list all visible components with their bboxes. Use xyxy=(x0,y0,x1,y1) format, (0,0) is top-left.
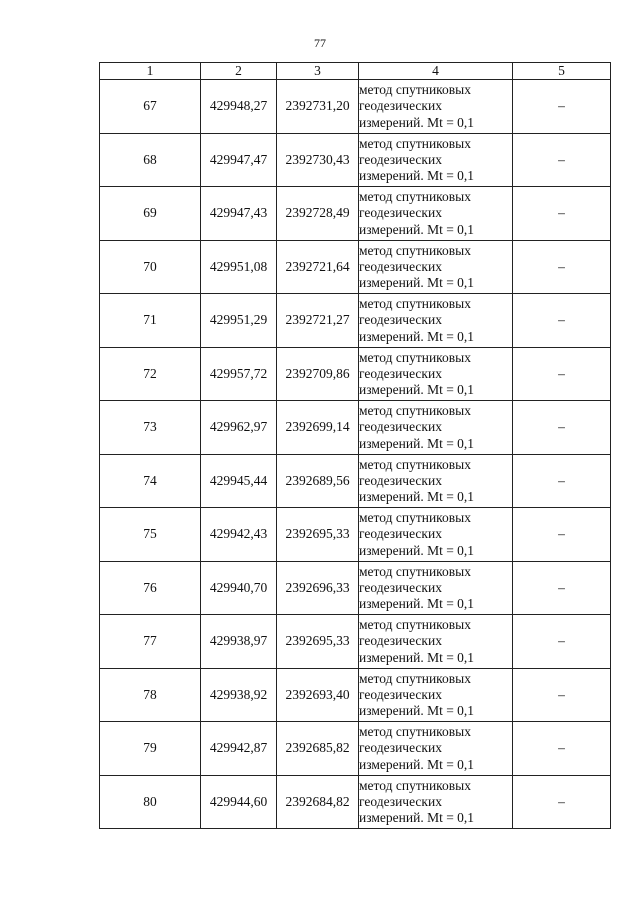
point-number-cell: 73 xyxy=(100,401,201,455)
method-line-3: измерений. Mt = 0,1 xyxy=(359,489,475,505)
x-coordinate-cell: 429940,70 xyxy=(201,561,277,615)
column-header-5: 5 xyxy=(513,63,611,80)
method-line-1: метод спутниковых xyxy=(359,242,471,258)
method-line-1: метод спутниковых xyxy=(359,82,471,98)
method-line-2: геодезических xyxy=(359,686,442,702)
method-line-3: измерений. Mt = 0,1 xyxy=(359,168,475,184)
x-coordinate-cell: 429957,72 xyxy=(201,347,277,401)
method-cell xyxy=(359,454,513,508)
y-coordinate-cell: 2392684,82 xyxy=(277,775,359,829)
x-coordinate-cell: 429947,43 xyxy=(201,187,277,241)
method-cell xyxy=(359,187,513,241)
method-line-2: геодезических xyxy=(359,419,442,435)
method-line-2: геодезических xyxy=(359,633,442,649)
x-coordinate-cell: 429962,97 xyxy=(201,401,277,455)
table-row xyxy=(100,615,611,669)
method-line-2: геодезических xyxy=(359,258,442,274)
method-line-3: измерений. Mt = 0,1 xyxy=(359,756,475,772)
method-line-3: измерений. Mt = 0,1 xyxy=(359,114,475,130)
table-row xyxy=(100,401,611,455)
method-line-1: метод спутниковых xyxy=(359,617,471,633)
y-coordinate-cell: 2392696,33 xyxy=(277,561,359,615)
method-cell xyxy=(359,508,513,562)
method-cell xyxy=(359,347,513,401)
note-cell: – xyxy=(513,80,611,134)
method-line-2: геодезических xyxy=(359,793,442,809)
y-coordinate-cell: 2392731,20 xyxy=(277,80,359,134)
point-number-cell: 72 xyxy=(100,347,201,401)
table-header-row xyxy=(100,63,611,80)
table-body xyxy=(100,80,611,829)
x-coordinate-cell: 429951,08 xyxy=(201,240,277,294)
point-number-cell: 68 xyxy=(100,133,201,187)
x-coordinate-cell: 429944,60 xyxy=(201,775,277,829)
column-header-3: 3 xyxy=(277,63,359,80)
x-coordinate-cell: 429938,92 xyxy=(201,668,277,722)
method-line-2: геодезических xyxy=(359,526,442,542)
y-coordinate-cell: 2392685,82 xyxy=(277,722,359,776)
note-cell: – xyxy=(513,615,611,669)
table-row xyxy=(100,775,611,829)
method-line-3: измерений. Mt = 0,1 xyxy=(359,328,475,344)
note-cell: – xyxy=(513,775,611,829)
column-header-1: 1 xyxy=(100,63,201,80)
method-line-3: измерений. Mt = 0,1 xyxy=(359,275,475,291)
point-number-cell: 79 xyxy=(100,722,201,776)
point-number-cell: 80 xyxy=(100,775,201,829)
method-cell xyxy=(359,722,513,776)
method-line-3: измерений. Mt = 0,1 xyxy=(359,542,475,558)
y-coordinate-cell: 2392709,86 xyxy=(277,347,359,401)
y-coordinate-cell: 2392699,14 xyxy=(277,401,359,455)
method-line-1: метод спутниковых xyxy=(359,777,471,793)
method-cell xyxy=(359,133,513,187)
method-cell xyxy=(359,775,513,829)
point-number-cell: 76 xyxy=(100,561,201,615)
method-line-3: измерений. Mt = 0,1 xyxy=(359,649,475,665)
method-line-3: измерений. Mt = 0,1 xyxy=(359,382,475,398)
table-row xyxy=(100,668,611,722)
method-cell xyxy=(359,561,513,615)
table-row xyxy=(100,454,611,508)
table-row xyxy=(100,561,611,615)
method-line-3: измерений. Mt = 0,1 xyxy=(359,435,475,451)
point-number-cell: 69 xyxy=(100,187,201,241)
y-coordinate-cell: 2392689,56 xyxy=(277,454,359,508)
y-coordinate-cell: 2392695,33 xyxy=(277,508,359,562)
y-coordinate-cell: 2392730,43 xyxy=(277,133,359,187)
method-line-1: метод спутниковых xyxy=(359,510,471,526)
x-coordinate-cell: 429942,43 xyxy=(201,508,277,562)
method-line-2: геодезических xyxy=(359,312,442,328)
table-row xyxy=(100,508,611,562)
method-line-3: измерений. Mt = 0,1 xyxy=(359,596,475,612)
method-line-1: метод спутниковых xyxy=(359,403,471,419)
x-coordinate-cell: 429942,87 xyxy=(201,722,277,776)
method-cell xyxy=(359,401,513,455)
table-row xyxy=(100,240,611,294)
x-coordinate-cell: 429947,47 xyxy=(201,133,277,187)
method-line-1: метод спутниковых xyxy=(359,296,471,312)
method-line-2: геодезических xyxy=(359,151,442,167)
method-cell xyxy=(359,668,513,722)
note-cell: – xyxy=(513,133,611,187)
method-cell xyxy=(359,80,513,134)
method-cell xyxy=(359,615,513,669)
note-cell: – xyxy=(513,668,611,722)
x-coordinate-cell: 429951,29 xyxy=(201,294,277,348)
note-cell: – xyxy=(513,187,611,241)
method-line-3: измерений. Mt = 0,1 xyxy=(359,221,475,237)
x-coordinate-cell: 429948,27 xyxy=(201,80,277,134)
note-cell: – xyxy=(513,347,611,401)
note-cell: – xyxy=(513,561,611,615)
note-cell: – xyxy=(513,240,611,294)
y-coordinate-cell: 2392695,33 xyxy=(277,615,359,669)
point-number-cell: 67 xyxy=(100,80,201,134)
method-line-1: метод спутниковых xyxy=(359,349,471,365)
note-cell: – xyxy=(513,401,611,455)
y-coordinate-cell: 2392721,64 xyxy=(277,240,359,294)
point-number-cell: 77 xyxy=(100,615,201,669)
coordinates-table xyxy=(99,62,611,829)
table-row xyxy=(100,347,611,401)
method-line-1: метод спутниковых xyxy=(359,670,471,686)
y-coordinate-cell: 2392693,40 xyxy=(277,668,359,722)
table-row xyxy=(100,722,611,776)
x-coordinate-cell: 429938,97 xyxy=(201,615,277,669)
table-row xyxy=(100,294,611,348)
point-number-cell: 71 xyxy=(100,294,201,348)
note-cell: – xyxy=(513,294,611,348)
column-header-2: 2 xyxy=(201,63,277,80)
note-cell: – xyxy=(513,508,611,562)
method-line-3: измерений. Mt = 0,1 xyxy=(359,703,475,719)
note-cell: – xyxy=(513,454,611,508)
point-number-cell: 74 xyxy=(100,454,201,508)
note-cell: – xyxy=(513,722,611,776)
table-row xyxy=(100,133,611,187)
table-row xyxy=(100,187,611,241)
method-line-1: метод спутниковых xyxy=(359,135,471,151)
column-header-4: 4 xyxy=(359,63,513,80)
method-line-2: геодезических xyxy=(359,205,442,221)
point-number-cell: 75 xyxy=(100,508,201,562)
method-line-2: геодезических xyxy=(359,740,442,756)
page-number: 77 xyxy=(314,36,326,50)
method-line-1: метод спутниковых xyxy=(359,456,471,472)
method-line-1: метод спутниковых xyxy=(359,563,471,579)
method-line-1: метод спутниковых xyxy=(359,189,471,205)
method-cell xyxy=(359,240,513,294)
point-number-cell: 70 xyxy=(100,240,201,294)
point-number-cell: 78 xyxy=(100,668,201,722)
method-line-2: геодезических xyxy=(359,365,442,381)
method-cell xyxy=(359,294,513,348)
method-line-3: измерений. Mt = 0,1 xyxy=(359,810,475,826)
y-coordinate-cell: 2392728,49 xyxy=(277,187,359,241)
y-coordinate-cell: 2392721,27 xyxy=(277,294,359,348)
method-line-1: метод спутниковых xyxy=(359,724,471,740)
method-line-2: геодезических xyxy=(359,98,442,114)
table-row xyxy=(100,80,611,134)
method-line-2: геодезических xyxy=(359,579,442,595)
x-coordinate-cell: 429945,44 xyxy=(201,454,277,508)
method-line-2: геодезических xyxy=(359,472,442,488)
